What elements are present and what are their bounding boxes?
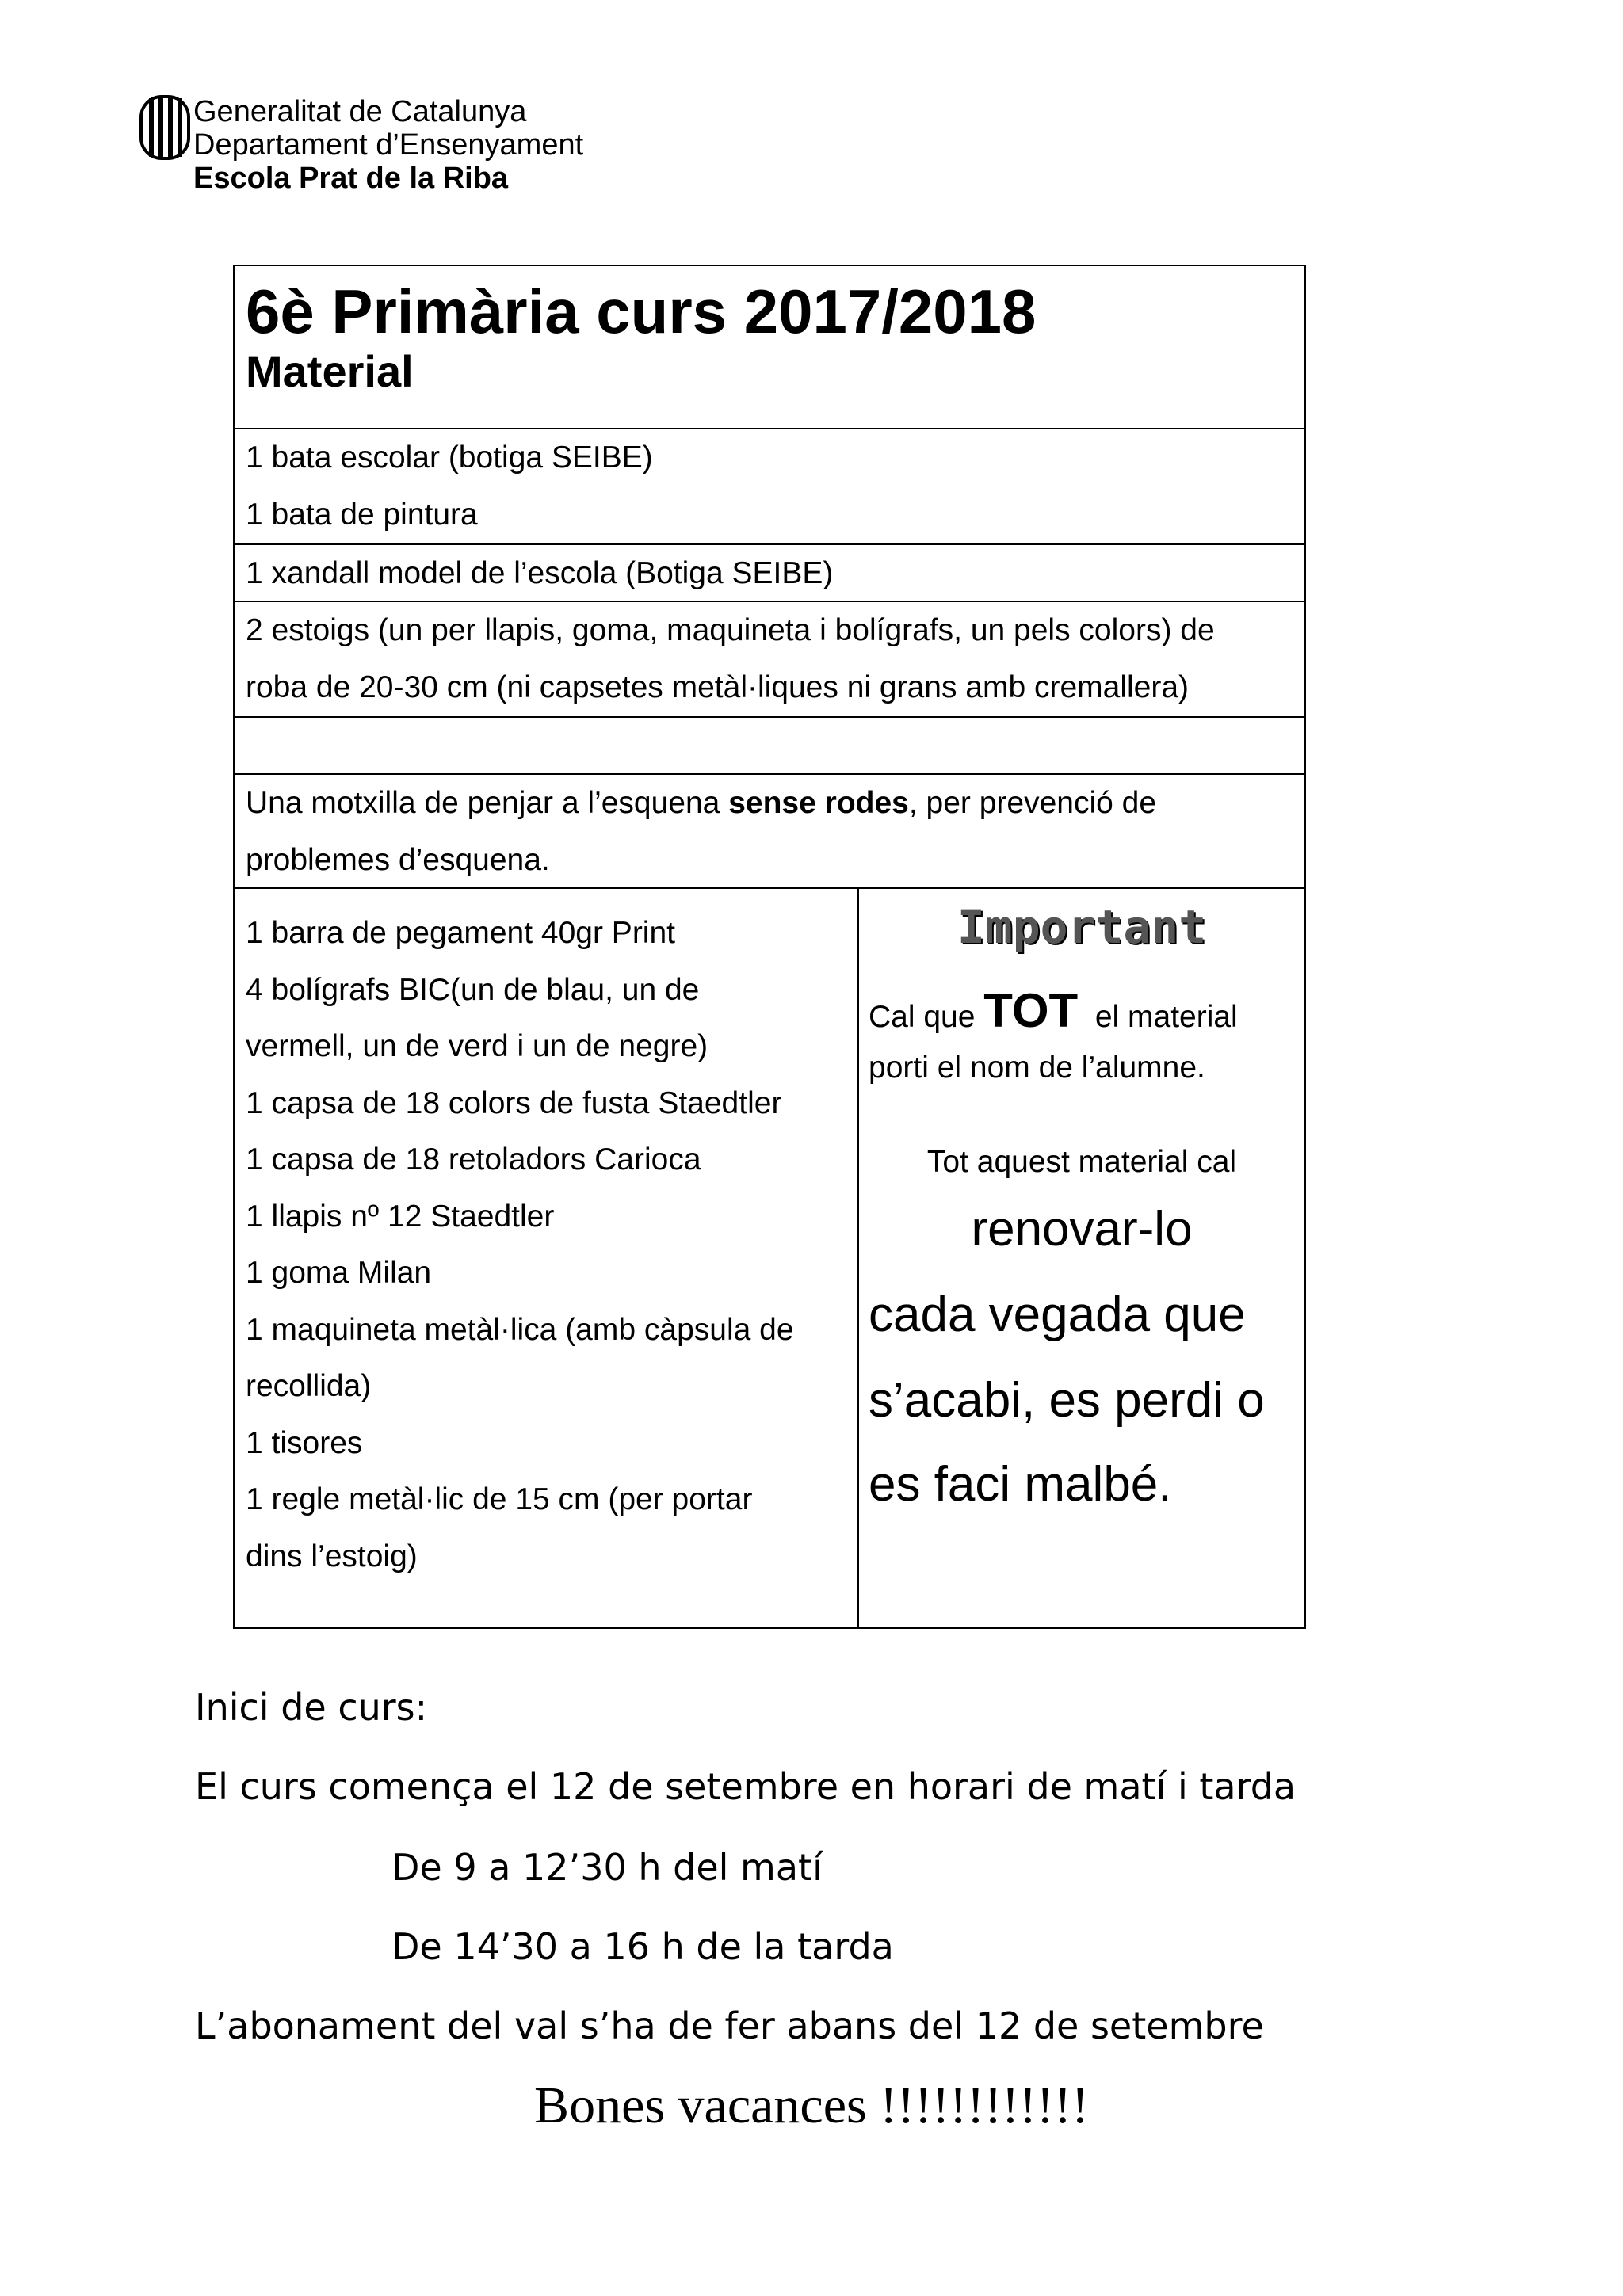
horari-mati-text: De 9 a 12’30 h del matí <box>391 1846 823 1889</box>
important-line-cada-vegada: cada vegada que <box>869 1287 1246 1342</box>
motxilla-text-post: , per prevenció de <box>908 786 1157 820</box>
row-text-xandall: 1 xandall model de l’escola (Botiga SEIBE) <box>246 556 834 590</box>
list-item: 4 bolígrafs BIC(un de blau, un de <box>246 972 700 1007</box>
el-material-text: el material <box>1078 1000 1238 1034</box>
page-subtitle: Material <box>246 346 414 396</box>
row-text-estoigs-1: 2 estoigs (un per llapis, goma, maquineta i bolígrafs, un pels colors) de <box>246 613 1215 647</box>
list-item: dins l’estoig) <box>246 1539 418 1573</box>
header-line-departament: Departament d’Ensenyament <box>193 128 584 162</box>
bones-vacances-text: Bones vacances !!!!!!!!!!!! <box>534 2077 1089 2134</box>
important-line-malbe: es faci malbé. <box>869 1457 1172 1512</box>
row-text-bata-escolar: 1 bata escolar (botiga SEIBE) <box>246 441 653 475</box>
list-item: 1 goma Milan <box>246 1256 432 1290</box>
list-item: 1 tisores <box>246 1425 363 1460</box>
motxilla-text-pre: Una motxilla de penjar a l’esquena <box>246 786 729 820</box>
important-cell <box>859 889 1304 1627</box>
material-list <box>246 905 848 1585</box>
list-item: 1 capsa de 18 retoladors Carioca <box>246 1142 701 1177</box>
table-row-empty <box>235 718 1304 775</box>
important-line-tot-aquest: Tot aquest material cal <box>926 1145 1237 1179</box>
inici-de-curs-heading: Inici de curs: <box>195 1686 428 1729</box>
title-row <box>235 266 1304 429</box>
row-text-bata-pintura: 1 bata de pintura <box>246 498 478 532</box>
list-item: 1 capsa de 18 colors de fusta Staedtler <box>246 1085 782 1120</box>
list-item: 1 maquineta metàl·lica (amb càpsula de <box>246 1312 794 1347</box>
row-text-estoigs-2: roba de 20-30 cm (ni capsetes metàl·liques ni grans amb cremallera) <box>246 670 1190 704</box>
important-line-acabi: s’acabi, es perdi o <box>869 1373 1265 1428</box>
abonament-text: L’abonament del val s’ha de fer abans del 12 de setembre <box>195 2004 1264 2047</box>
header-text <box>193 95 583 195</box>
important-line-porti: porti el nom de l’alumne. <box>869 1051 1205 1085</box>
page-title: 6è Primària curs 2017/2018 <box>246 277 1037 346</box>
list-item: recollida) <box>246 1369 372 1403</box>
header-school-name: Escola Prat de la Riba <box>193 162 509 195</box>
important-heading: Important <box>957 900 1207 954</box>
table-row-estoigs <box>235 602 1304 718</box>
horari-tarda-text: De 14’30 a 16 h de la tarda <box>391 1925 894 1968</box>
curs-comenca-text: El curs comença el 12 de setembre en horari de matí i tarda <box>195 1765 1296 1808</box>
motxilla-text-bold: sense rodes <box>728 786 909 820</box>
table-row-motxilla <box>235 775 1304 889</box>
generalitat-logo-icon <box>139 95 190 160</box>
list-item: 1 regle metàl·lic de 15 cm (per portar <box>246 1482 753 1516</box>
list-item: 1 barra de pegament 40gr Print <box>246 916 676 950</box>
row-text-motxilla-1 <box>246 775 1156 832</box>
row-text-motxilla-2: problemes d’esquena. <box>246 843 550 877</box>
table-row-xandall <box>235 545 1304 602</box>
important-line-renovar: renovar-lo <box>971 1202 1193 1257</box>
list-item: 1 llapis nº 12 Staedtler <box>246 1199 555 1234</box>
list-item: vermell, un de verd i un de negre) <box>246 1029 708 1063</box>
material-table <box>233 265 1306 1629</box>
tot-emphasis: TOT <box>983 984 1079 1037</box>
table-row-bata <box>235 429 1304 545</box>
important-line-cal-que <box>869 982 1238 1046</box>
cal-que-text: Cal que <box>869 1000 984 1034</box>
header-line-generalitat: Generalitat de Catalunya <box>193 95 527 128</box>
